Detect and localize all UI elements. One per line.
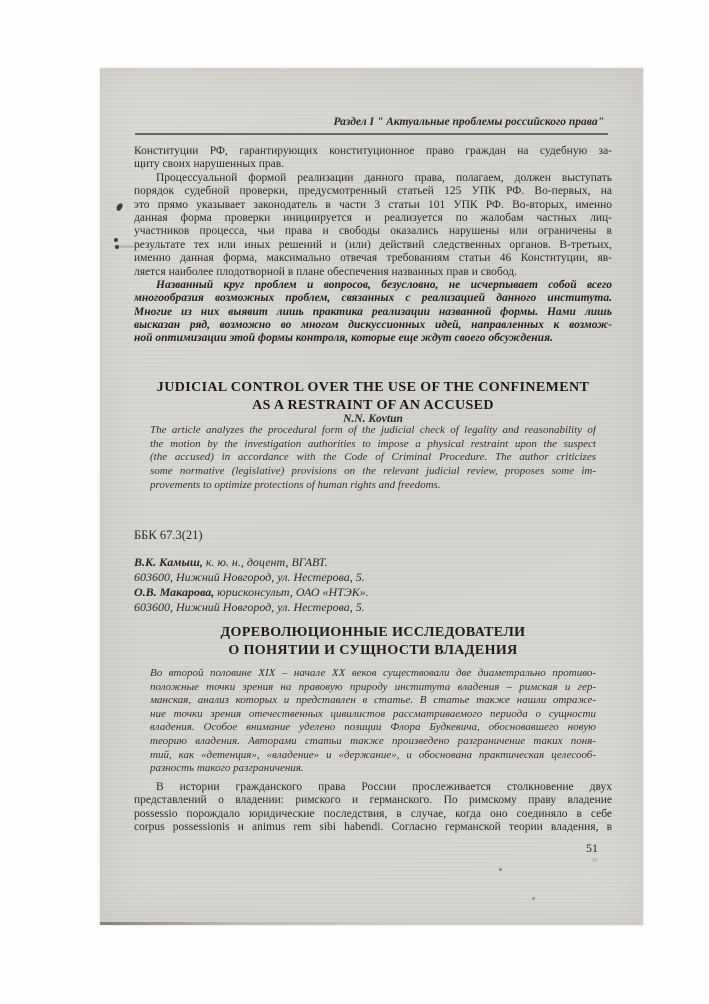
header-rule — [135, 133, 608, 135]
author-line — [134, 555, 612, 570]
ink-speck — [115, 245, 119, 249]
ink-speck — [532, 897, 535, 900]
article-title-ru-line2: О ПОНЯТИИ И СУЩНОСТИ ВЛАДЕНИЯ — [228, 642, 518, 658]
author-address: 603600, Нижний Новгород, ул. Нестерова, 5. — [134, 600, 365, 615]
scan-smudge — [119, 245, 136, 248]
bbk-code: ББК 67.3(21) — [134, 528, 203, 542]
paragraph-continuation: Конституции РФ, гарантирующих конституционное право граждан на судебную за- щиту своих нарушенных прав. — [134, 145, 612, 171]
running-header: Раздел I " Актуальные проблемы российского права" — [333, 116, 604, 128]
author-address: 603600, Нижний Новгород, ул. Нестерова, 5. — [134, 570, 365, 585]
author-name: В.К. Камыш, — [134, 555, 203, 569]
article-next-body: В истории гражданского права России прослеживается столкновение двух представлений о владении: римского и германского. По римскому праву владение possessio порождало юридические последствия, в случае, когда оно соединяло в себе corpus possessionis и animus rem sibi habendi. Согласно германской теории владения, в — [134, 781, 612, 834]
paragraph-conclusion-emphasis: Названный круг проблем и вопросов, безусловно, не исчерпывает собой всего многообразия возможных проблем, связанных с реализацией данного института. Многие из них выявит лишь практика реализации названной формы. Нами лишь высказан ряд, возможно во многом дискуссионных идей, направленных к возмож- ной оптимизации этой формы контроля, которые еще ждут своего обсуждения. — [134, 278, 612, 345]
author-degree: к. ю. н., доцент, ВГАВТ. — [202, 555, 328, 569]
article-title-ru — [134, 624, 612, 659]
author-name: О.В. Макарова, — [134, 585, 215, 600]
ink-speck — [114, 238, 118, 242]
ink-speck — [499, 868, 502, 871]
article-prev-text — [134, 145, 612, 346]
scanned-page — [100, 68, 643, 925]
article-title-en-line2: AS A RESTRAINT OF AN ACCUSED — [252, 397, 494, 413]
ink-speck — [592, 858, 598, 862]
ink-speck — [115, 202, 123, 211]
author-block — [134, 555, 612, 615]
author-line — [134, 585, 612, 600]
paragraph-procedural-form: Процессуальной формой реализации данного права, полагаем, должен выступать порядок судебной проверки, предусмотренный статьей 125 УПК РФ. Во-первых, на это прямо указывает законодатель в части 3 статьи 101 УПК РФ. Во-вторых, именно данная форма проверки инициируется и реализуется по жалобам частных лиц- участников процесса, чьи права и свободы оказались нарушены или ограничены в результате тех или иных решений и (или) действий следственных органов. В-третьих, именно данная форма, максимально отвечая требованиям статьи 46 Конституции, яв- ляется наиболее плодотворной в плане обеспечения названных прав и свобод. — [134, 171, 612, 278]
abstract-ru: Во второй половине XIX – начале XX веков существовали две диаметрально противо- положные точки зрения на правовую природу института владения – римская и гер- манская, анализ которых и представлен в статье. В статье также нашли отраже- ние точки зрения отечественных цивилистов рассматриваемого периода о сущности владения. Особое внимание уделено позиции Флора Будкевича, обосновавшего новую теорию владения. Авторами статьи также произведено разграничение таких поня- тий, как «детенция», «владение» и «держание», и обоснована практическая целесооб- разность такого разграничения. — [150, 667, 596, 775]
article-title-en — [134, 379, 612, 414]
article-title-en-line1: JUDICIAL CONTROL OVER THE USE OF THE CONFINEMENT — [156, 380, 590, 395]
article-title-ru-line1: ДОРЕВОЛЮЦИОННЫЕ ИССЛЕДОВАТЕЛИ — [220, 625, 526, 640]
page-number: 51 — [586, 841, 598, 855]
author-degree: юрисконсульт, ОАО «НТЭК». — [214, 585, 369, 600]
author-en: N.N. Kovtun — [343, 413, 403, 425]
abstract-en: The article analyzes the procedural form of the judicial check of legality and reasonability of the motion by the investigation authorities to impose a physical restraint upon the suspect (the accused) in accordance with the Code of Criminal Procedure. The author criticizes some normative (legislative) provisions on the relevant judicial review, proposes some im- provements to optimize protections of human rights and freedoms. — [150, 424, 596, 491]
